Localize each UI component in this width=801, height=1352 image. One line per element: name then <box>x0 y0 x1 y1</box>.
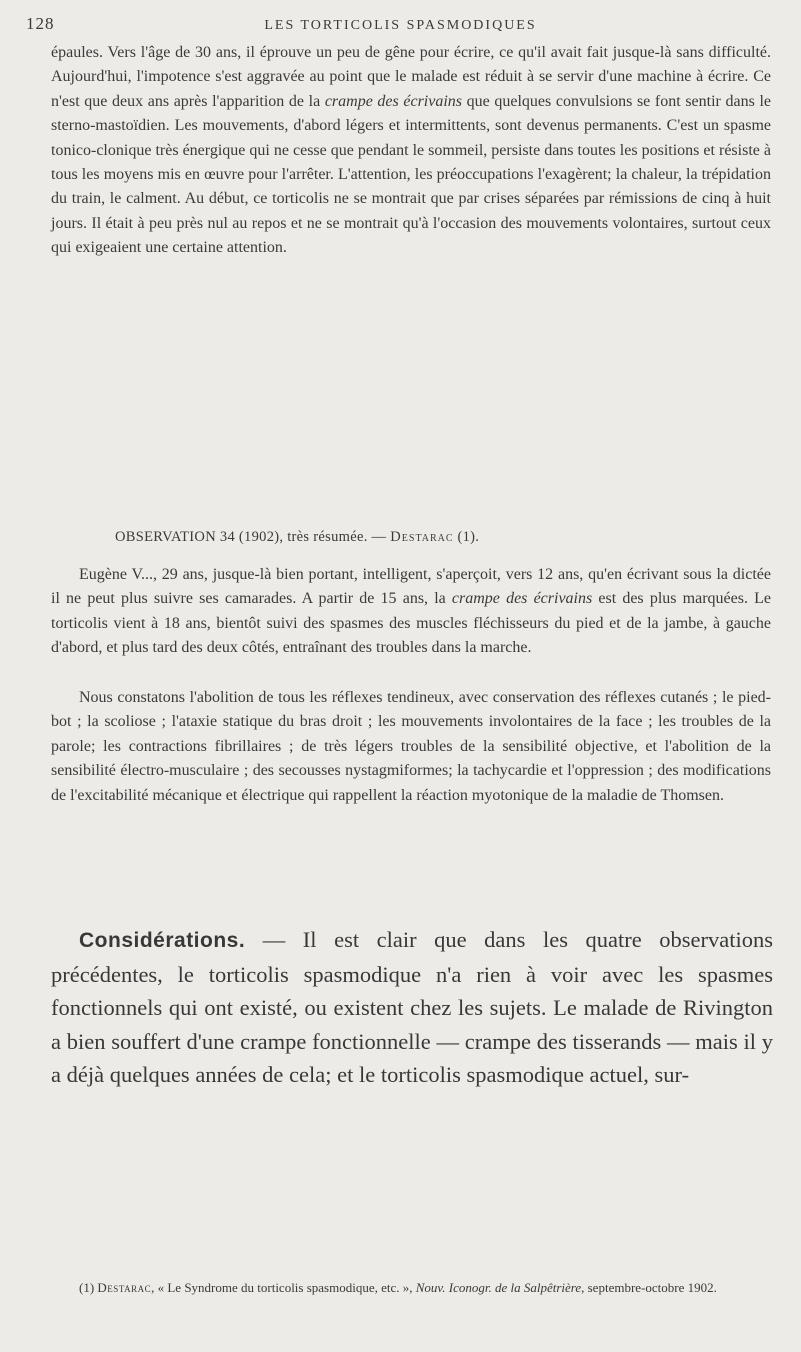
footnote <box>51 1278 771 1298</box>
paragraph-text: que quelques convulsions se font sentir dans le sterno-mastoïdien. Les mouvements, d'abord légers et intermittents, sont devenus permanents. C'est un spasme tonico-clonique très énergique qui ne cesse que pendant le sommeil, persiste dans toutes les positions et résiste à tous les moyens mis en œuvre pour l'arrêter. L'attention, les préoccupations l'exagèrent; la chaleur, la trépidation du train, le calment. Au début, ce torticolis ne se montrait que par crises séparées par rémissions de cinq à huit jours. Il était à peu près nul au repos et ne se montrait qu'à l'occasion des mouvements volontaires, surtout ceux qui exigeaient une certaine attention. <box>51 92 771 257</box>
paragraph-text: épaules. Vers l'âge de 30 ans, il éprouve un peu de gêne pour écrire, ce qu'il avait fait jusque-là sans difficulté. Aujourd'hui, l'impotence s'est aggravée au point que le malade est réduit à se servir d'une machine à écrire. Ce n'est que deux ans après l'apparition de la <box>51 44 771 110</box>
footnote-author: Destarac <box>97 1280 152 1295</box>
paragraph-text: est des plus marquées. Le torticolis vient à 18 ans, bientôt suivi des spasmes des muscles fléchisseurs du pied et de la jambe, à gauche d'abord, et plus tard des deux côtés, entraînant des troubles dans la marche. <box>51 590 771 657</box>
paragraph-observation <box>51 563 771 661</box>
observation-heading <box>115 529 479 546</box>
observation-label: OBSERVATION 34 (1902), très résumée. — <box>115 529 387 545</box>
considerations-text: — Il est clair que dans les quatre observations précédentes, le torticolis spasmodique n'a rien à voir avec les spasmes fonctionnels qui ont existé, ou existent chez les sujets. Le malade de Rivington a bien souffert d'une crampe fonctionnelle — crampe des tisserands — mais il y a déjà quelques années de cela; et le torticolis spasmodique actuel, sur- <box>51 927 773 1087</box>
page-number: 128 <box>26 14 55 33</box>
observation-author: Destarac <box>390 529 454 545</box>
paragraph-case-history <box>51 41 771 261</box>
paragraph-text: Eugène V..., 29 ans, jusque-là bien portant, intelligent, s'aperçoit, vers 12 ans, qu'en écrivant sous la dictée il ne peut plus suivre ses camarades. A partir de 15 ans, la <box>51 566 771 608</box>
italic-term: crampe des écrivains <box>324 92 463 110</box>
footnote-reference[interactable]: (1). <box>457 529 480 545</box>
considerations-heading: Considérations. <box>79 929 246 952</box>
footnote-journal: Nouv. Iconogr. de la Salpêtrière <box>415 1280 582 1295</box>
footnote-number: (1) <box>79 1280 95 1295</box>
paragraph-findings: Nous constatons l'abolition de tous les réflexes tendineux, avec conservation des réflexes cutanés ; le pied-bot ; la scoliose ; l'ataxie statique du bras droit ; les mouvements involontaires de la face ; les troubles de la parole; les contractions fibrillaires ; de très légers troubles de la sensibilité objective, et l'abolition de la sensibilité électro-musculaire ; des secousses nystagmiformes; la tachycardie et l'oppression ; des modifications de l'excitabilité mécanique et électrique qui rappellent la réaction myotonique de la maladie de Thomsen. <box>51 689 771 804</box>
running-title: LES TORTICOLIS SPASMODIQUES <box>264 18 537 33</box>
footnote-text: , septembre-octobre 1902. <box>581 1280 717 1295</box>
italic-term: crampe des écrivains <box>451 590 593 608</box>
considerations-paragraph <box>51 923 773 1092</box>
footnote-text: , « Le Syndrome du torticolis spasmodique, etc. », <box>151 1280 416 1295</box>
